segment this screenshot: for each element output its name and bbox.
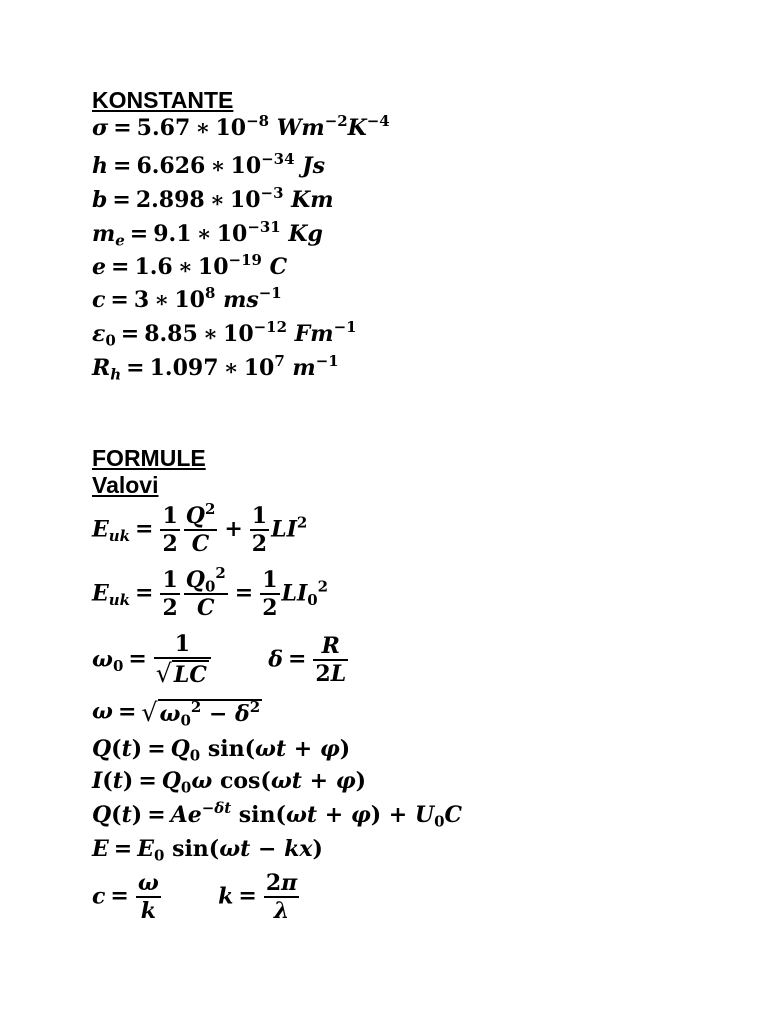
- constant-speed-of-light: c = 3 ∗ $10^8$ $ms^{-1}$: [92, 284, 282, 313]
- formula-energy-1: $E_{uk}$ = $\frac{1}{2}$ $\frac{Q^2}{C}$ + $\frac{1}{2}$ $LI^2$: [92, 500, 308, 558]
- formula-energy-2: $E_{uk}$ = $\frac{1}{2}$ $\frac{Q_0^2}{C}$ = $\frac{1}{2}$ $LI_0^2$: [92, 564, 329, 622]
- exponent: −8: [246, 112, 270, 131]
- heading-formule: FORMULE: [92, 445, 206, 471]
- formula-wave-field: $E = E_0$ sin(ωt − kx): [92, 836, 323, 865]
- constant-permittivity: $\varepsilon_0 = 8.85$ ∗ $10^{-12}$ $Fm^{-1}$: [92, 318, 357, 350]
- formula-damped-charge: $Q(t) = Ae^{-\delta t}$ $\sin(\omega t + \varphi) + U_0C$: [92, 799, 462, 831]
- constant-sigma: σ = 5.67 ∗ $10^{-8}$ $Wm^{-2}K^{-4}$: [92, 112, 390, 141]
- value: 5.67: [136, 115, 191, 141]
- formula-omega0-delta: $\omega_0$ = $\frac{1}{√LC}$ δ = $\frac{R}{2L}$: [92, 631, 347, 689]
- unit: Wm: [276, 115, 325, 141]
- constant-electron-mass: $m_e = 9.1$ ∗ $10^{-31}$ Kg: [92, 218, 323, 250]
- constant-planck: h = 6.626 ∗ $10^{-34}$ Js: [92, 150, 325, 179]
- formula-omega: $\omega = √\omega_0^2 - \delta^2$: [92, 698, 261, 730]
- heading-konstante: KONSTANTE: [92, 87, 234, 113]
- constant-rydberg: $R_h = 1.097$ ∗ $10^7$ $m^{-1}$: [92, 352, 339, 384]
- formula-wave-speed: c = $\frac{\omega}{k}$ k = $\frac{2\pi}{\lambda}$: [92, 870, 298, 925]
- symbol: σ: [92, 115, 109, 141]
- subheading-valovi: Valovi: [92, 472, 159, 498]
- constant-wien: b = 2.898 ∗ $10^{-3}$ Km: [92, 184, 334, 213]
- formula-charge: $Q(t) = Q_0$ sin(ωt + φ): [92, 736, 351, 765]
- formula-current: $I(t) = Q_0\omega$ cos(ωt + φ): [92, 768, 367, 797]
- constant-electron-charge: e = 1.6 ∗ $10^{-19}$ C: [92, 251, 288, 280]
